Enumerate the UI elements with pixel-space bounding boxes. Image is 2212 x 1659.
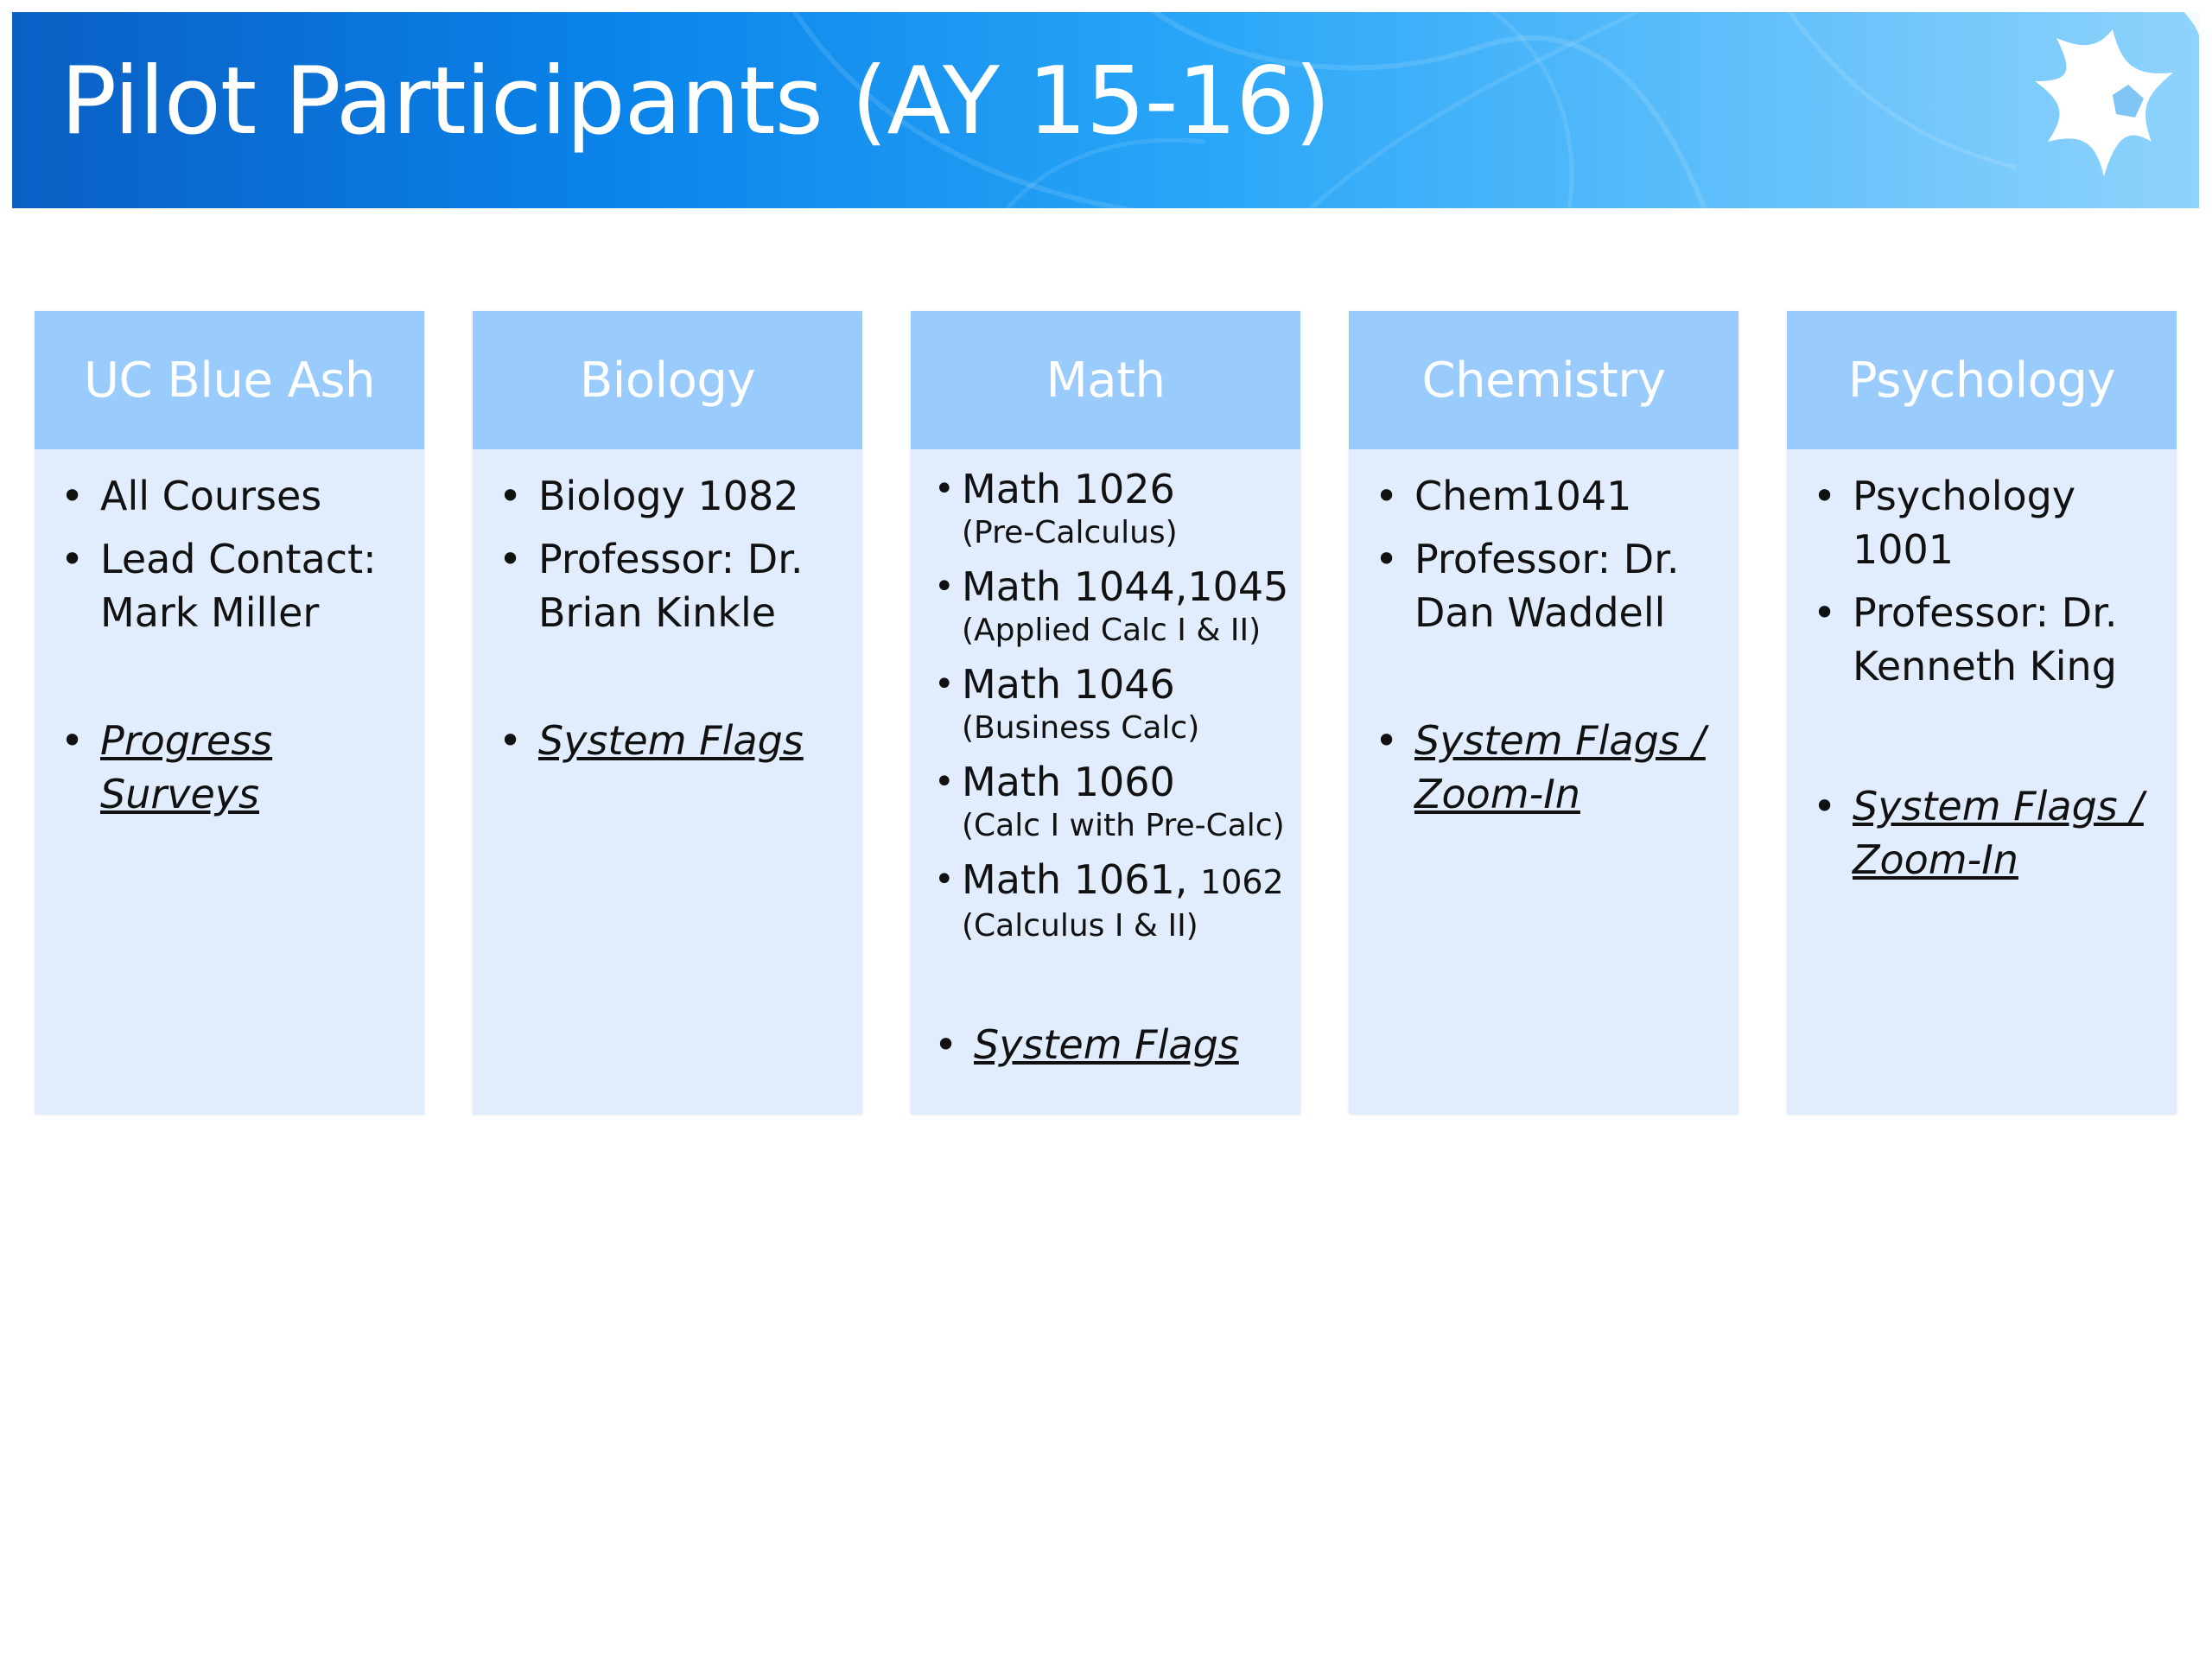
course-name: Math 1044,1045 [962,563,1289,610]
list-item-link [1853,779,2164,887]
list-item-link [1414,714,1726,821]
list-item-link [538,714,849,767]
card-biology [473,311,862,1115]
course-note: (Business Calc) [962,710,1200,746]
card-psychology [1787,311,2177,1115]
card-chemistry [1349,311,1738,1115]
system-flags-zoom-in-link[interactable]: System Flags / Zoom-In [1853,783,2144,883]
card-math [911,311,1300,1115]
course-note: (Pre-Calculus) [962,515,1178,550]
list-item: • Chem1041 [1414,469,1726,523]
course-name: Math 1026 [962,466,1175,512]
list-item: • All Courses [100,469,411,523]
course-name: Math 1060 [962,759,1175,805]
course-name-suffix: 1062 [1200,863,1284,901]
math-course-item [962,662,1294,750]
slide-title: Pilot Participants (AY 15-16) [60,48,1331,156]
course-note: (Calculus I & II) [962,908,1198,944]
system-flags-link[interactable]: System Flags [538,717,804,764]
list-item-link [974,1018,1285,1071]
course-note: (Calc I with Pre-Calc) [962,808,1285,843]
system-flags-link[interactable]: System Flags [974,1021,1239,1068]
list-item: • Psychology 1001 [1853,469,2164,576]
card-uc-blue-ash [35,311,424,1115]
card-heading: Biology [473,311,862,449]
math-course-item [962,564,1294,652]
course-note: (Applied Calc I & II) [962,613,1262,648]
card-heading: UC Blue Ash [35,311,424,449]
list-item-link [100,714,411,821]
math-course-item [962,760,1294,848]
system-flags-zoom-in-link[interactable]: System Flags / Zoom-In [1414,717,1706,817]
list-item: • Professor: Dr. Brian Kinkle [538,532,849,639]
math-course-item [962,467,1294,555]
card-heading: Chemistry [1349,311,1738,449]
list-item: • Professor: Dr. Kenneth King [1853,586,2164,693]
course-name: Math 1061, [962,856,1188,903]
progress-surveys-link[interactable]: Progress Surveys [100,717,273,817]
card-heading: Psychology [1787,311,2177,449]
list-item: • Lead Contact: Mark Miller [100,532,411,639]
course-name: Math 1046 [962,661,1175,708]
math-course-item [962,857,1294,948]
list-item: • Professor: Dr. Dan Waddell [1414,532,1726,639]
slide-header-banner [12,12,2199,208]
starfish-decoration-icon [1974,12,2199,208]
list-item: • Biology 1082 [538,469,849,523]
card-heading: Math [911,311,1300,449]
